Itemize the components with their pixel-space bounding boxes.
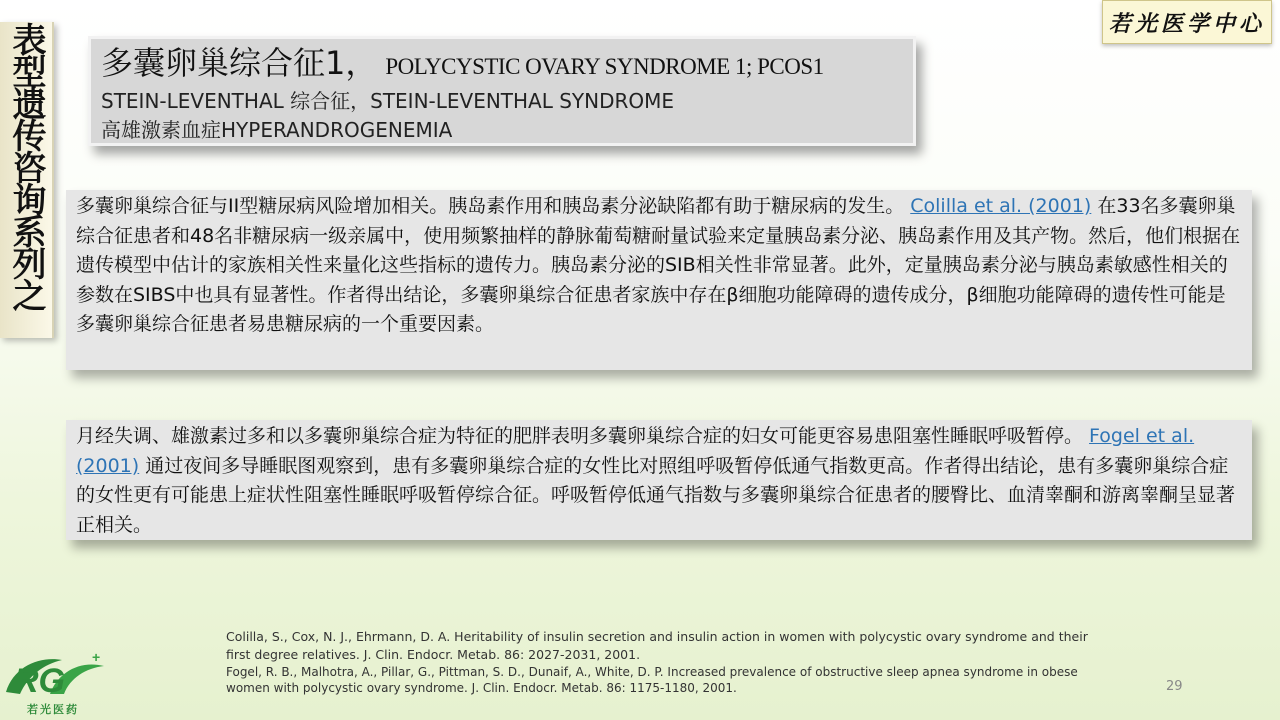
title-line-3: 高雄激素血症HYPERANDROGENEMIA: [101, 118, 453, 142]
title-english: POLYCYSTIC OVARY SYNDROME 1; PCOS1: [385, 54, 824, 79]
logo-subtitle: 若光医药: [27, 703, 79, 716]
citation-link-fogel[interactable]: Fogel et al. (2001): [76, 425, 1195, 477]
company-logo: [0, 648, 118, 720]
paragraph-diabetes: [66, 190, 1252, 370]
paragraph-text: 月经失调、雄激素过多和以多囊卵巢综合症为特征的肥胖表明多囊卵巢综合症的妇女可能更容易患阻塞性睡眠呼吸暂停。: [76, 425, 1090, 447]
rg-logo-icon: [0, 648, 118, 704]
paragraph-sleep-apnea: [66, 420, 1252, 540]
logo-mark: RG: [14, 662, 65, 700]
paragraph-text: 在33名多囊卵巢综合征患者和48名非糖尿病一级亲属中，使用频繁抽样的静脉葡萄糖耐量试验来定量胰岛素分泌、胰岛素作用及其产物。然后，他们根据在遗传模型中估计的家族相关性来量化这些指标的遗传力。胰岛素分泌的SIB相关性非常显著。此外，定量胰岛素分泌与胰岛素敏感性相关的参数在SIBS中也具有显著性。作者得出结论，多囊卵巢综合征患者家族中存在β细胞功能障碍的遗传成分，β细胞功能障碍的遗传性可能是多囊卵巢综合征患者易患糖尿病的一个重要因素。: [76, 195, 1241, 335]
reference-item: Fogel, R. B., Malhotra, A., Pillar, G., Pittman, S. D., Dunaif, A., White, D. P. Increased prevalence of obstructive sleep apnea syndrome in obese women with polycystic ovary syndrome. J. Clin. Endocr. Metab. 86: 1175-1180, 2001.: [226, 665, 1078, 695]
title-chinese: 多囊卵巢综合征1，: [101, 44, 378, 82]
paragraph-text: 通过夜间多导睡眠图观察到，患有多囊卵巢综合症的女性比对照组呼吸暂停低通气指数更高。作者得出结论，患有多囊卵巢综合症的女性更有可能患上症状性阻塞性睡眠呼吸暂停综合征。呼吸暂停低通气指数与多囊卵巢综合征患者的腰臀比、血清睾酮和游离睾酮呈显著正相关。: [76, 454, 1236, 536]
slide-title-box: [88, 36, 916, 146]
page-number: 29: [1166, 679, 1183, 694]
series-title-banner: [0, 22, 54, 338]
title-line-2: STEIN-LEVENTHAL 综合征，STEIN-LEVENTHAL SYNDROME: [101, 89, 675, 113]
svg-text:+: +: [92, 649, 101, 665]
citation-link-colilla[interactable]: Colilla et al. (2001): [910, 195, 1092, 217]
series-title: 表型遗传咨询系列之: [6, 22, 46, 310]
brand-badge: [1102, 0, 1272, 44]
brand-name: 若光医学中心: [1108, 10, 1265, 37]
reference-item: Colilla, S., Cox, N. J., Ehrmann, D. A. Heritability of insulin secretion and insulin action in women with polycystic ovary syndrome and their first degree relatives. J. Clin. Endocr. Metab. 86: 2027-2031, 2001.: [226, 629, 1088, 662]
title-line-1: [101, 43, 903, 87]
references: [226, 628, 1106, 696]
paragraph-text: 多囊卵巢综合征与II型糖尿病风险增加相关。胰岛素作用和胰岛素分泌缺陷都有助于糖尿病的发生。: [76, 195, 911, 217]
